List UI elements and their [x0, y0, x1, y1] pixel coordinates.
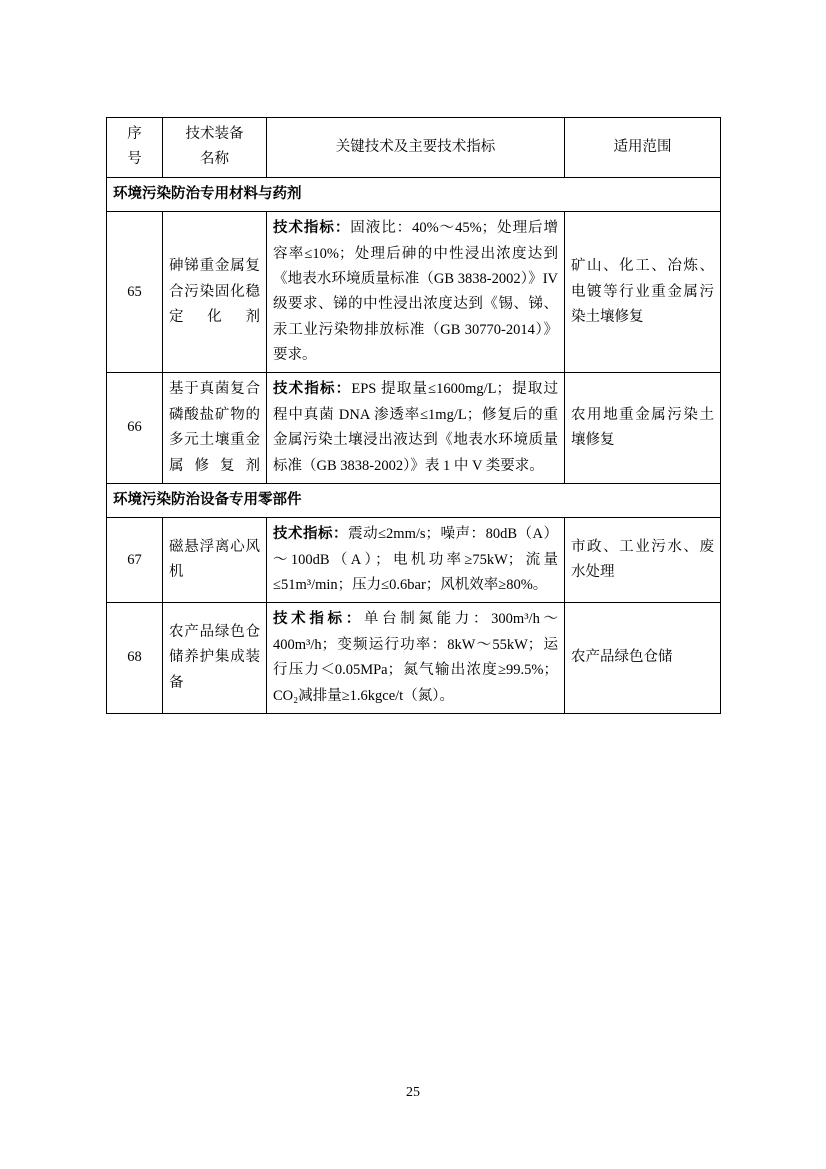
row-number: 66	[107, 373, 163, 484]
page-number: 25	[406, 1085, 420, 1100]
tech-body: 震动≤2mm/s；噪声：80dB（A）～100dB（A）；电机功率≥75kW；流量≤51m³/min；压力≤0.6bar；风机效率≥80%。	[273, 526, 558, 593]
row-scope: 农产品绿色仓储	[565, 603, 721, 714]
row-scope: 矿山、化工、冶炼、电镀等行业重金属污染土壤修复	[565, 212, 721, 373]
row-equipment-name: 磁悬浮离心风机	[163, 518, 267, 603]
row-tech-indicators	[267, 373, 565, 484]
header-cell-tech: 关键技术及主要技术指标	[267, 118, 565, 178]
tech-body: 固液比：40%～45%；处理后增容率≤10%；处理后砷的中性浸出浓度达到《地表水环境质量标准（GB 3838-2002）》IV级要求、锑的中性浸出浓度达到《锡、锑、汞工业污染物排放标准（GB 30770-2014）》要求。	[273, 220, 558, 363]
header-cell-scope: 适用范围	[565, 118, 721, 178]
header-no-line1: 序	[127, 126, 142, 142]
row-scope: 市政、工业污水、废水处理	[565, 518, 721, 603]
tech-label: 技术指标：	[273, 220, 351, 237]
table-row	[107, 518, 721, 603]
table-row	[107, 212, 721, 373]
row-tech-indicators	[267, 603, 565, 714]
header-name-line2: 名称	[200, 151, 229, 168]
row-tech-indicators	[267, 518, 565, 603]
tech-label: 技术指标：	[273, 526, 349, 543]
header-cell-no	[107, 118, 163, 178]
header-name-line1: 技术装备	[185, 126, 244, 142]
row-equipment-name: 农产品绿色仓储养护集成装备	[163, 603, 267, 714]
technology-table	[106, 117, 721, 714]
header-cell-name	[163, 118, 267, 178]
header-no-line2: 号	[127, 151, 142, 168]
section-header-row	[107, 483, 721, 517]
section-title-components: 环境污染防治设备专用零部件	[107, 483, 721, 517]
row-number: 67	[107, 518, 163, 603]
row-scope: 农用地重金属污染土壤修复	[565, 373, 721, 484]
table-header-row	[107, 118, 721, 178]
tech-label: 技术指标：	[273, 381, 352, 398]
row-equipment-name: 基于真菌复合磷酸盐矿物的多元土壤重金属修复剂	[163, 373, 267, 484]
table-row	[107, 373, 721, 484]
tech-body: EPS 提取量≤1600mg/L；提取过程中真菌 DNA 渗透率≤1mg/L；修复后的重金属污染土壤浸出液达到《地表水环境质量标准（GB 3838-2002）》表 1 中 V 类要求。	[273, 381, 559, 474]
section-header-row	[107, 177, 721, 211]
table-row	[107, 603, 721, 714]
tech-body: 单台制氮能力：300m³/h～400m³/h；变频运行功率：8kW～55kW；运行压力＜0.05MPa；氮气输出浓度≥99.5%；CO₂减排量≥1.6kgce/t（氮）。	[273, 611, 559, 704]
row-number: 65	[107, 212, 163, 373]
tech-label: 技术指标：	[273, 611, 364, 628]
section-title-materials: 环境污染防治专用材料与药剂	[107, 177, 721, 211]
technology-table-container	[106, 117, 720, 714]
row-tech-indicators	[267, 212, 565, 373]
row-equipment-name: 砷锑重金属复合污染固化稳定化剂	[163, 212, 267, 373]
row-number: 68	[107, 603, 163, 714]
